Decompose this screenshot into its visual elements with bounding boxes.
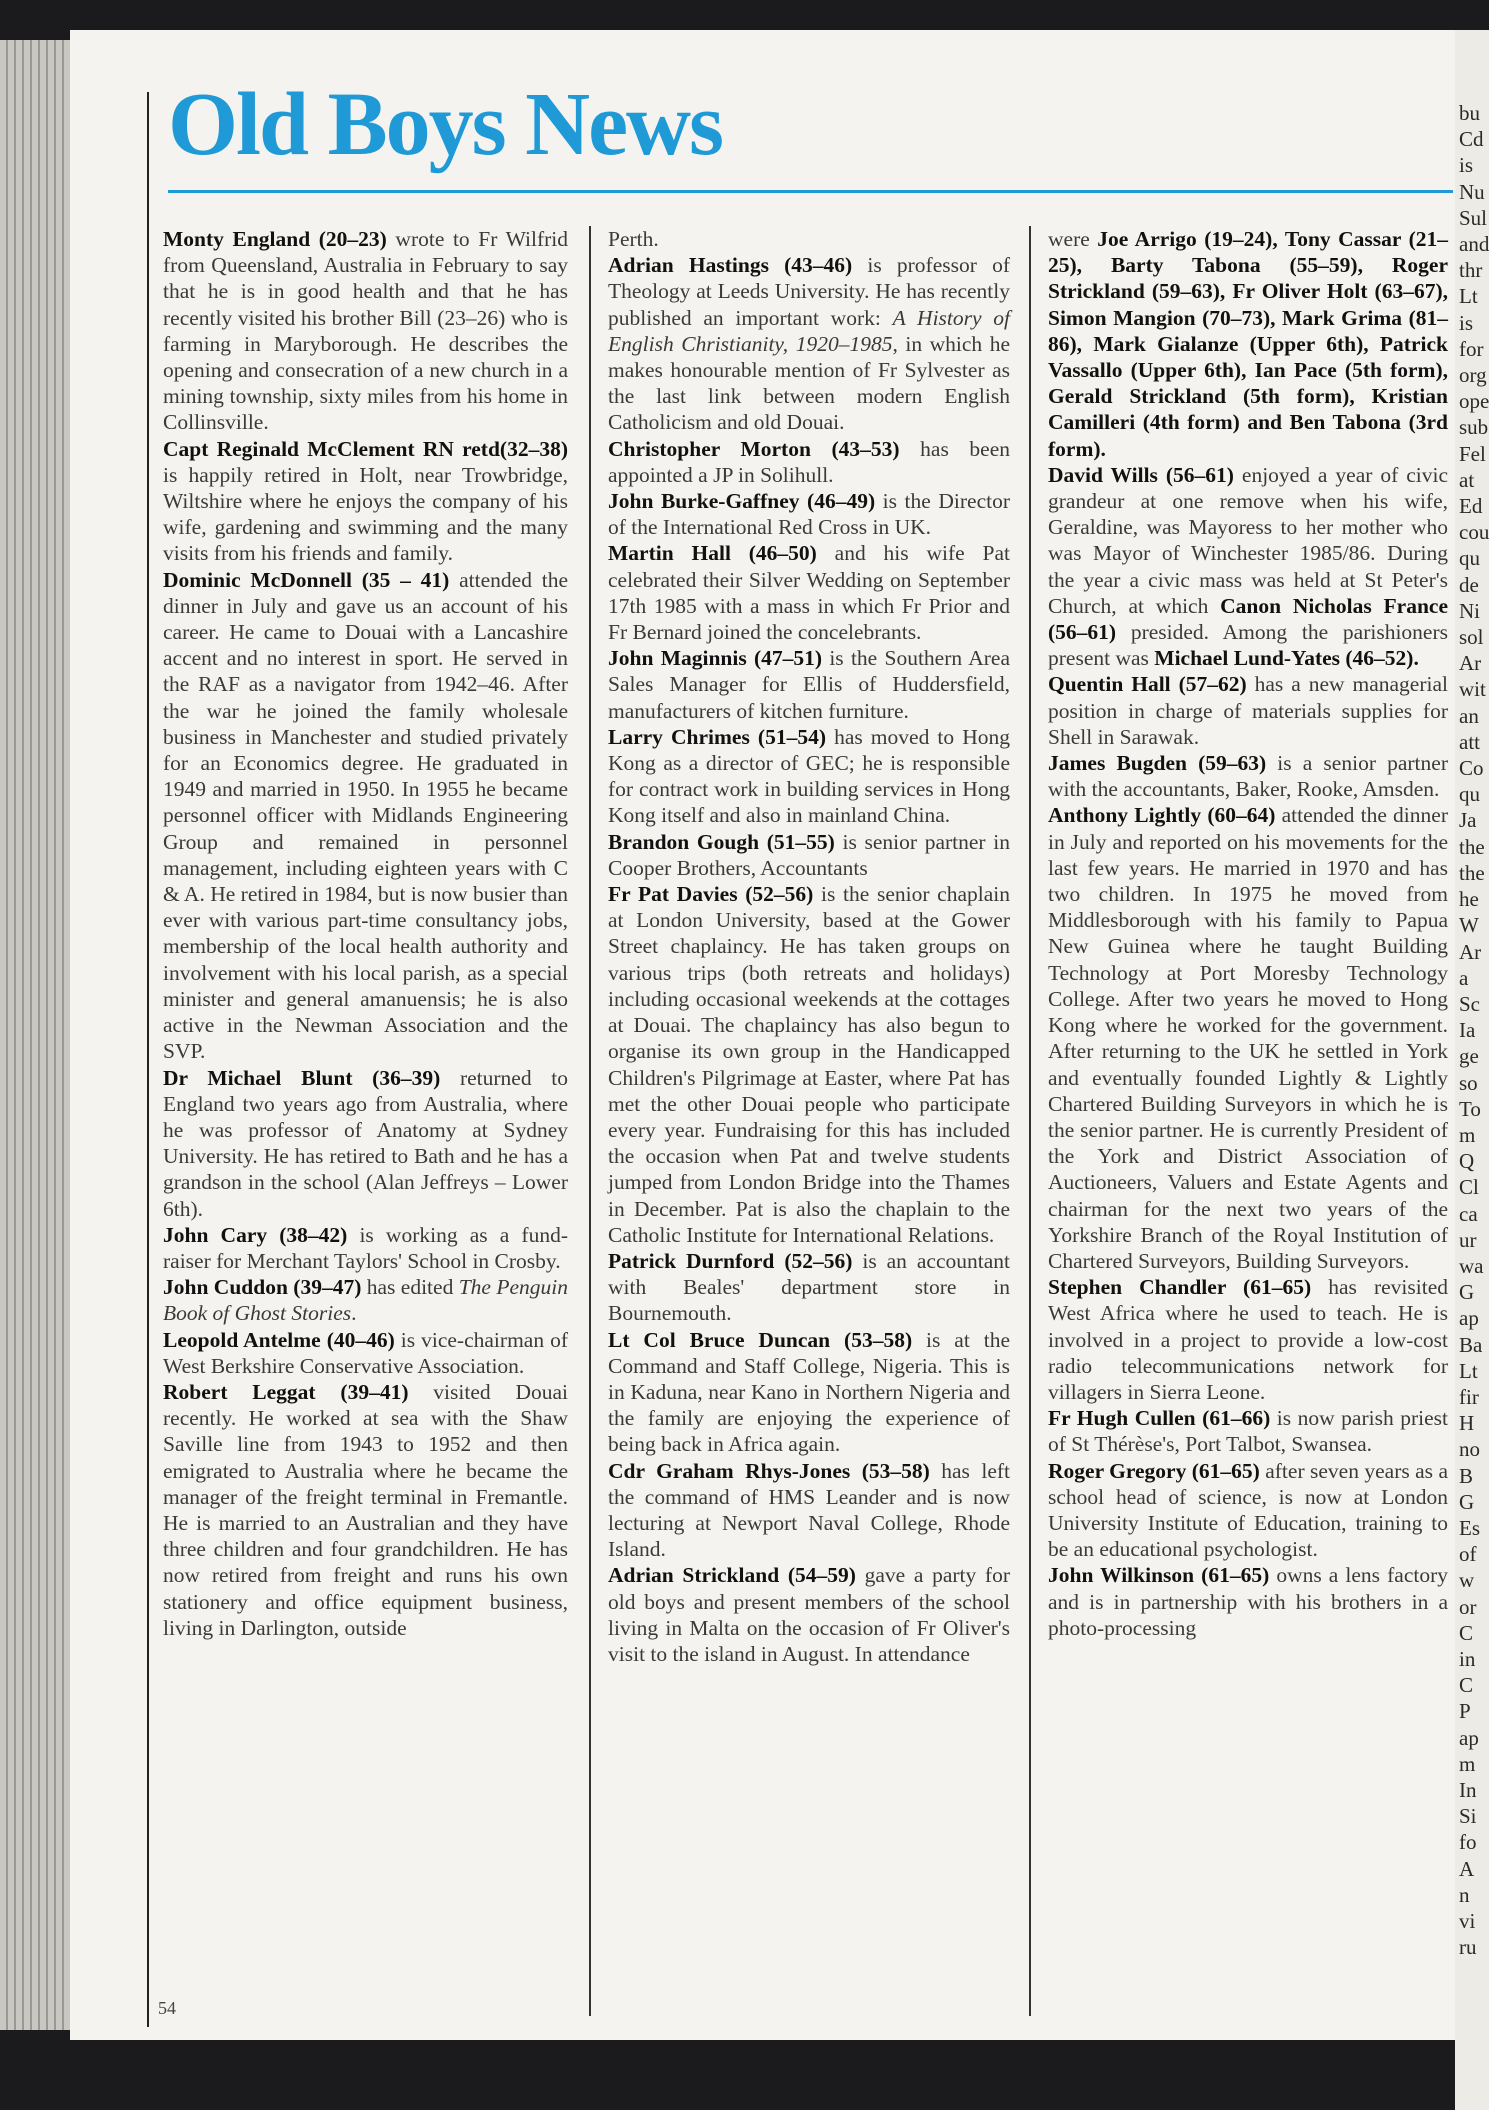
news-entry xyxy=(608,829,1010,881)
facing-text-fragment: Es xyxy=(1459,1515,1480,1540)
facing-text-fragment: H xyxy=(1459,1411,1475,1436)
facing-text-fragment: Ar xyxy=(1459,939,1482,964)
facing-text-fragment: W xyxy=(1459,913,1479,938)
facing-text-fragment: so xyxy=(1459,1070,1478,1095)
facing-text-fragment: cou xyxy=(1459,520,1489,545)
entry-name: Lt Col Bruce Duncan (53–58) xyxy=(608,1327,913,1352)
facing-text-fragment: a xyxy=(1459,965,1469,990)
entry-name: Anthony Lightly (60–64) xyxy=(1048,803,1276,828)
facing-text-fragment: no xyxy=(1459,1437,1480,1462)
facing-text-fragment: Cd xyxy=(1459,127,1484,152)
news-entry xyxy=(608,1458,1010,1563)
entry-title-italic: A History of English Christianity, 1920–1985 xyxy=(608,305,1011,356)
facing-text-fragment: Q xyxy=(1459,1149,1475,1174)
entry-name: Adrian Strickland (54–59) xyxy=(608,1563,856,1588)
news-entry xyxy=(163,1065,568,1222)
news-entry xyxy=(1048,1562,1448,1641)
facing-text-fragment: m xyxy=(1459,1751,1476,1776)
facing-text-fragment: Ed xyxy=(1459,494,1483,519)
facing-text-fragment: ru xyxy=(1459,1935,1477,1960)
entry-name: Patrick Durnford (52–56) xyxy=(608,1248,853,1273)
entry-name: James Bugden (59–63) xyxy=(1048,751,1267,776)
entry-text: is now parish priest of St Thérèse's, Port Talbot, Swansea. xyxy=(1048,1406,1448,1457)
entry-name: Capt Reginald McClement RN retd(32–38) xyxy=(163,436,568,461)
facing-text-fragment: wit xyxy=(1459,677,1486,702)
entry-name: Brandon Gough (51–55) xyxy=(608,829,835,854)
page-number: 54 xyxy=(158,1998,176,2018)
entry-name: Michael Lund-Yates (46–52). xyxy=(1154,646,1419,671)
facing-text-fragment: bu xyxy=(1459,101,1480,125)
news-entry xyxy=(608,645,1010,724)
news-entry xyxy=(163,1274,568,1326)
entry-name: Joe Arrigo (19–24), Tony Cassar (21–25), Barty Tabona (55–59), Roger Strickland (59–63), Fr Oliver Holt (63–67), Simon Mangion (70–73), Mark Grima (81–86), Mark Gialanze (Upper 6th), Patrick Vassallo (Upper 6th), Ian Pace (5th form), Gerald Strickland (5th form), Kristian Camilleri (4th form) and Ben Tabona (3rd form). xyxy=(1048,227,1448,461)
entry-text: presided. Among the parishioners present was xyxy=(1048,620,1448,671)
entry-text: is a senior partner with the accountants, Baker, Rooke, Amsden. xyxy=(1048,751,1448,802)
news-entry xyxy=(163,567,568,1065)
news-entry xyxy=(163,436,568,567)
facing-text-fragment: C xyxy=(1459,1673,1474,1698)
facing-text-fragment: n xyxy=(1459,1882,1470,1907)
facing-text-fragment: ur xyxy=(1459,1227,1477,1252)
entry-text: . xyxy=(351,1301,357,1326)
entry-name: Martin Hall (46–50) xyxy=(608,541,817,566)
facing-text-fragment: P xyxy=(1459,1699,1471,1724)
news-entry xyxy=(608,488,1010,540)
news-entry xyxy=(608,1327,1010,1458)
column-divider xyxy=(589,226,591,2016)
entry-name: Christopher Morton (43–53) xyxy=(608,436,900,461)
entry-text: were xyxy=(1048,227,1098,251)
entry-name: Fr Pat Davies (52–56) xyxy=(608,882,814,907)
entry-text: attended the dinner in July and reported on his movements for the last few years. He married in 1970 and has two children. In 1975 he moved from Middlesborough with his family to Papua New Guinea where he taught Building Technology at Port Moresby Technology College. After two years he moved to Hong Kong where he worked for the government. After returning to the UK he settled in York and eventually founded Lightly & Lightly Chartered Building Surveyors in which he is the senior partner. He is currently President of the York and District Association of Auctioneers, Valuers and Estate Agents and chairman for the next two years of the Yorkshire Branch of the Royal Institution of Chartered Surveyors, Building Surveyors. xyxy=(1048,803,1448,1273)
facing-text-fragment: Ni xyxy=(1459,598,1480,623)
entry-text: has a new managerial position in charge of materials supplies for Shell in Sarawak. xyxy=(1048,672,1448,749)
facing-text-fragment: Lt xyxy=(1459,1358,1478,1383)
facing-text-fragment: Ar xyxy=(1459,651,1482,676)
facing-text-fragment: de xyxy=(1459,572,1479,597)
entry-text: attended the dinner in July and gave us an account of his career. He came to Douai with a Lancashire accent and no interest in sport. He served in the RAF as a navigator from 1942–46. After the war he joined the family wholesale business in Manchester and studied privately for an Economics degree. He graduated in 1949 and married in 1950. In 1955 he became personnel officer with Midlands Engineering Group and remained in personnel management, including eighteen years with C & A. He retired in 1984, but is now busier than ever with various part-time consultancy jobs, membership of the local health authority and involvement with his local parish, as a special minister and general amanuensis; he is also active in the Newman Association and the SVP. xyxy=(163,567,568,1064)
news-entry xyxy=(1048,1274,1448,1405)
entry-name: David Wills (56–61) xyxy=(1048,462,1234,487)
entry-text: owns a lens factory and is in partnership with his brothers in a photo-processing xyxy=(1048,1563,1448,1640)
entry-text: returned to England two years ago from Australia, where he was professor of Anatomy at Sydney University. He has retired to Bath and he has a grandson in the school (Alan Jeffreys – Lower 6th). xyxy=(163,1065,569,1221)
news-entry xyxy=(608,252,1010,435)
facing-text-fragment: C xyxy=(1459,1620,1474,1645)
facing-text-fragment: Ia xyxy=(1459,1018,1476,1043)
entry-text: is working as a fund-raiser for Merchant Taylors' School in Crosby. xyxy=(163,1222,568,1273)
facing-text-fragment: fir xyxy=(1459,1384,1479,1409)
facing-text-fragment: and xyxy=(1459,232,1489,257)
news-entry xyxy=(1048,462,1448,672)
entry-name: Robert Leggat (39–41) xyxy=(163,1379,409,1404)
facing-text-fragment: wa xyxy=(1459,1253,1484,1278)
entry-name: Monty England (20–23) xyxy=(163,227,387,251)
entry-name: Quentin Hall (57–62) xyxy=(1048,672,1247,697)
facing-text-fragment: Sul xyxy=(1459,205,1488,230)
facing-text-fragment: Co xyxy=(1459,756,1484,781)
entry-text: is professor of Theology at Leeds University. He has recently published an important work: xyxy=(608,253,1010,330)
entry-name: John Wilkinson (61–65) xyxy=(1048,1563,1270,1588)
entry-title-italic: The Penguin Book of Ghost Stories xyxy=(163,1275,568,1326)
entry-name: John Maginnis (47–51) xyxy=(608,646,823,671)
entry-name: Stephen Chandler (61–65) xyxy=(1048,1275,1312,1300)
facing-text-fragment: or xyxy=(1459,1594,1477,1619)
entry-text: is happily retired in Holt, near Trowbridge, Wiltshire where he enjoys the company of his wife, gardening and swimming and the many visits from his friends and family. xyxy=(163,462,568,566)
facing-text-fragment: he xyxy=(1459,887,1479,912)
facing-text-fragment: Ja xyxy=(1459,808,1477,833)
entry-name: Cdr Graham Rhys-Jones (53–58) xyxy=(608,1458,930,1483)
column-3 xyxy=(1048,226,1448,1641)
facing-text-fragment: Ba xyxy=(1459,1332,1483,1357)
facing-text-fragment: att xyxy=(1459,729,1480,754)
title-rule xyxy=(168,190,1453,193)
column-divider xyxy=(1029,226,1031,2016)
entry-text: is the senior chaplain at London University, based at the Gower Street chaplaincy. He has taken groups on various trips (both retreats and holidays) including occasional weekends at the cottages at Douai. The chaplaincy has also begun to organise its own group in the Handicapped Children's Pilgrimage at Easter, where Pat has met the other Douai people who participate every year. Fundraising for this has included the occasion when Pat and twelve students jumped from London Bridge into the Thames in December. Pat is also the chaplain to the Catholic Institute for International Relations. xyxy=(608,882,1010,1247)
entry-name: John Burke-Gaffney (46–49) xyxy=(608,489,876,514)
news-entry xyxy=(163,1222,568,1274)
facing-text-fragment: G xyxy=(1459,1489,1475,1514)
entry-text: Perth. xyxy=(608,227,659,251)
entry-text: has edited xyxy=(361,1275,459,1300)
entry-text: and his wife Pat celebrated their Silver Wedding on September 17th 1985 with a mass in which Fr Prior and Fr Bernard joined the concelebrants. xyxy=(608,541,1010,645)
news-entry xyxy=(608,724,1010,829)
entry-text: is vice-chairman of West Berkshire Conservative Association. xyxy=(163,1327,568,1378)
book-page-edges xyxy=(0,40,80,2030)
facing-text-fragment: Fel xyxy=(1459,441,1486,466)
entry-name: Fr Hugh Cullen (61–66) xyxy=(1048,1406,1271,1431)
entry-text: is at the Command and Staff College, Nigeria. This is in Kaduna, near Kano in Northern Nigeria and the family are enjoying the experience of being back in Africa again. xyxy=(608,1327,1011,1457)
facing-text-fragment: ca xyxy=(1459,1201,1478,1226)
entry-text: enjoyed a year of civic grandeur at one remove when his wife, Geraldine, was Mayoress to her mother who was Mayor of Winchester 1985/86. During the year a civic mass was held at St Peter's Church, at which xyxy=(1048,462,1448,618)
facing-text-fragment: fo xyxy=(1459,1830,1477,1855)
facing-text-fragment: Cl xyxy=(1459,1175,1479,1200)
entry-text: wrote to Fr Wilfrid from Queensland, Australia in February to say that he is in good health and that he has recently visited his brother Bill (23–26) who is farming in Maryborough. He describes the opening and consecration of a new church in a mining township, sixty miles from his home in Collinsville. xyxy=(163,227,569,435)
entry-name: Dr Michael Blunt (36–39) xyxy=(163,1065,441,1090)
facing-text-fragment: vi xyxy=(1459,1909,1476,1934)
entry-text: after seven years as a school head of science, is now at London University Institute of Education, training to be an educational psychologist. xyxy=(1048,1458,1448,1562)
facing-text-fragment: In xyxy=(1459,1778,1477,1802)
news-entry xyxy=(163,1379,568,1641)
news-entry xyxy=(1048,226,1448,462)
entry-name: Adrian Hastings (43–46) xyxy=(608,253,853,278)
facing-text-fragment: A xyxy=(1459,1856,1475,1881)
news-entry xyxy=(608,226,1010,252)
entry-text: , in which he makes honourable mention of Fr Sylvester as the last link between modern English Catholicism and old Douai. xyxy=(608,331,1010,435)
facing-text-fragment: To xyxy=(1459,1096,1481,1121)
entry-name: Canon Nicholas France (56–61) xyxy=(1048,593,1448,645)
facing-text-fragment: in xyxy=(1459,1646,1476,1671)
facing-text-fragment: qu xyxy=(1459,546,1480,571)
facing-text-fragment: ap xyxy=(1459,1725,1479,1750)
entry-text: gave a party for old boys and present members of the school living in Malta on the occasion of Fr Oliver's visit to the island in August. In attendance xyxy=(608,1563,1010,1666)
entry-text: has been appointed a JP in Solihull. xyxy=(608,436,1010,487)
entry-text: has left the command of HMS Leander and is now lecturing at Newport Naval College, Rhode Island. xyxy=(608,1458,1011,1562)
entry-name: Roger Gregory (61–65) xyxy=(1048,1458,1260,1483)
news-entry xyxy=(1048,1458,1448,1563)
news-entry xyxy=(1048,1405,1448,1457)
facing-text-fragment: G xyxy=(1459,1280,1475,1305)
entry-text: is an accountant with Beales' department store in Bournemouth. xyxy=(608,1248,1010,1326)
entry-text: has moved to Hong Kong as a director of GEC; he is responsible for contract work in building services in Hong Kong itself and also in mainland China. xyxy=(608,724,1010,828)
facing-text-fragment: qu xyxy=(1459,782,1480,807)
left-margin-rule xyxy=(147,92,149,2027)
facing-text-fragment: for xyxy=(1459,336,1484,361)
facing-text-fragment: is xyxy=(1459,153,1474,178)
entry-name: Dominic McDonnell (35 – 41) xyxy=(163,567,450,592)
facing-text-fragment: thr xyxy=(1459,258,1483,283)
facing-text-fragment: the xyxy=(1459,834,1485,859)
facing-text-fragment: Lt xyxy=(1459,284,1478,309)
facing-text-fragment: is xyxy=(1459,310,1474,335)
news-entry xyxy=(608,436,1010,488)
column-2 xyxy=(608,226,1010,1667)
facing-text-fragment: Sc xyxy=(1459,991,1480,1016)
news-entry xyxy=(163,226,568,436)
news-entry xyxy=(608,881,1010,1248)
facing-text-fragment: sub xyxy=(1459,415,1489,440)
news-entry xyxy=(608,540,1010,645)
facing-text-fragment: Si xyxy=(1459,1804,1477,1829)
news-entry xyxy=(163,1327,568,1379)
facing-text-fragment: Nu xyxy=(1459,179,1485,204)
facing-text-fragment: sol xyxy=(1459,625,1484,650)
entry-text: is the Southern Area Sales Manager for Ellis of Huddersfield, manufacturers of kitchen furniture. xyxy=(608,646,1010,723)
page-title: Old Boys News xyxy=(168,75,723,174)
entry-name: John Cary (38–42) xyxy=(163,1222,348,1247)
facing-text-fragment: at xyxy=(1459,467,1475,492)
facing-text-fragment: ge xyxy=(1459,1044,1479,1069)
facing-text-fragment: the xyxy=(1459,860,1485,885)
entry-text: has revisited West Africa where he used to teach. He is involved in a project to provide a low-cost radio telecommunications network for villagers in Sierra Leone. xyxy=(1048,1275,1448,1404)
facing-text-fragment: B xyxy=(1459,1463,1474,1488)
news-entry xyxy=(1048,671,1448,750)
entry-text: visited Douai recently. He worked at sea with the Shaw Saville line from 1943 to 1952 and then emigrated to Australia where he became the manager of the freight terminal in Fremantle. He is married to an Australian and they have three children and four grandchildren. He has now retired from freight and runs his own stationery and office equipment business, living in Darlington, outside xyxy=(163,1379,568,1640)
facing-text-fragment: ap xyxy=(1459,1306,1479,1331)
facing-text-fragment: w xyxy=(1459,1568,1475,1593)
news-entry xyxy=(1048,802,1448,1274)
entry-name: Larry Chrimes (51–54) xyxy=(608,724,826,749)
entry-text: is senior partner in Cooper Brothers, Accountants xyxy=(608,829,1010,880)
facing-text-fragment: org xyxy=(1459,363,1487,388)
facing-text-fragment: ope xyxy=(1459,389,1489,414)
facing-text-fragment: an xyxy=(1459,703,1479,728)
facing-page-edge xyxy=(1455,30,1489,2110)
facing-text-fragment: m xyxy=(1459,1122,1476,1147)
news-entry xyxy=(1048,750,1448,802)
column-1 xyxy=(163,226,568,1641)
facing-text-fragment: of xyxy=(1459,1542,1477,1567)
news-entry xyxy=(608,1562,1010,1667)
entry-name: John Cuddon (39–47) xyxy=(163,1275,362,1300)
entry-name: Leopold Antelme (40–46) xyxy=(163,1327,395,1352)
entry-text: is the Director of the International Red Cross in UK. xyxy=(608,489,1010,540)
news-entry xyxy=(608,1248,1010,1327)
